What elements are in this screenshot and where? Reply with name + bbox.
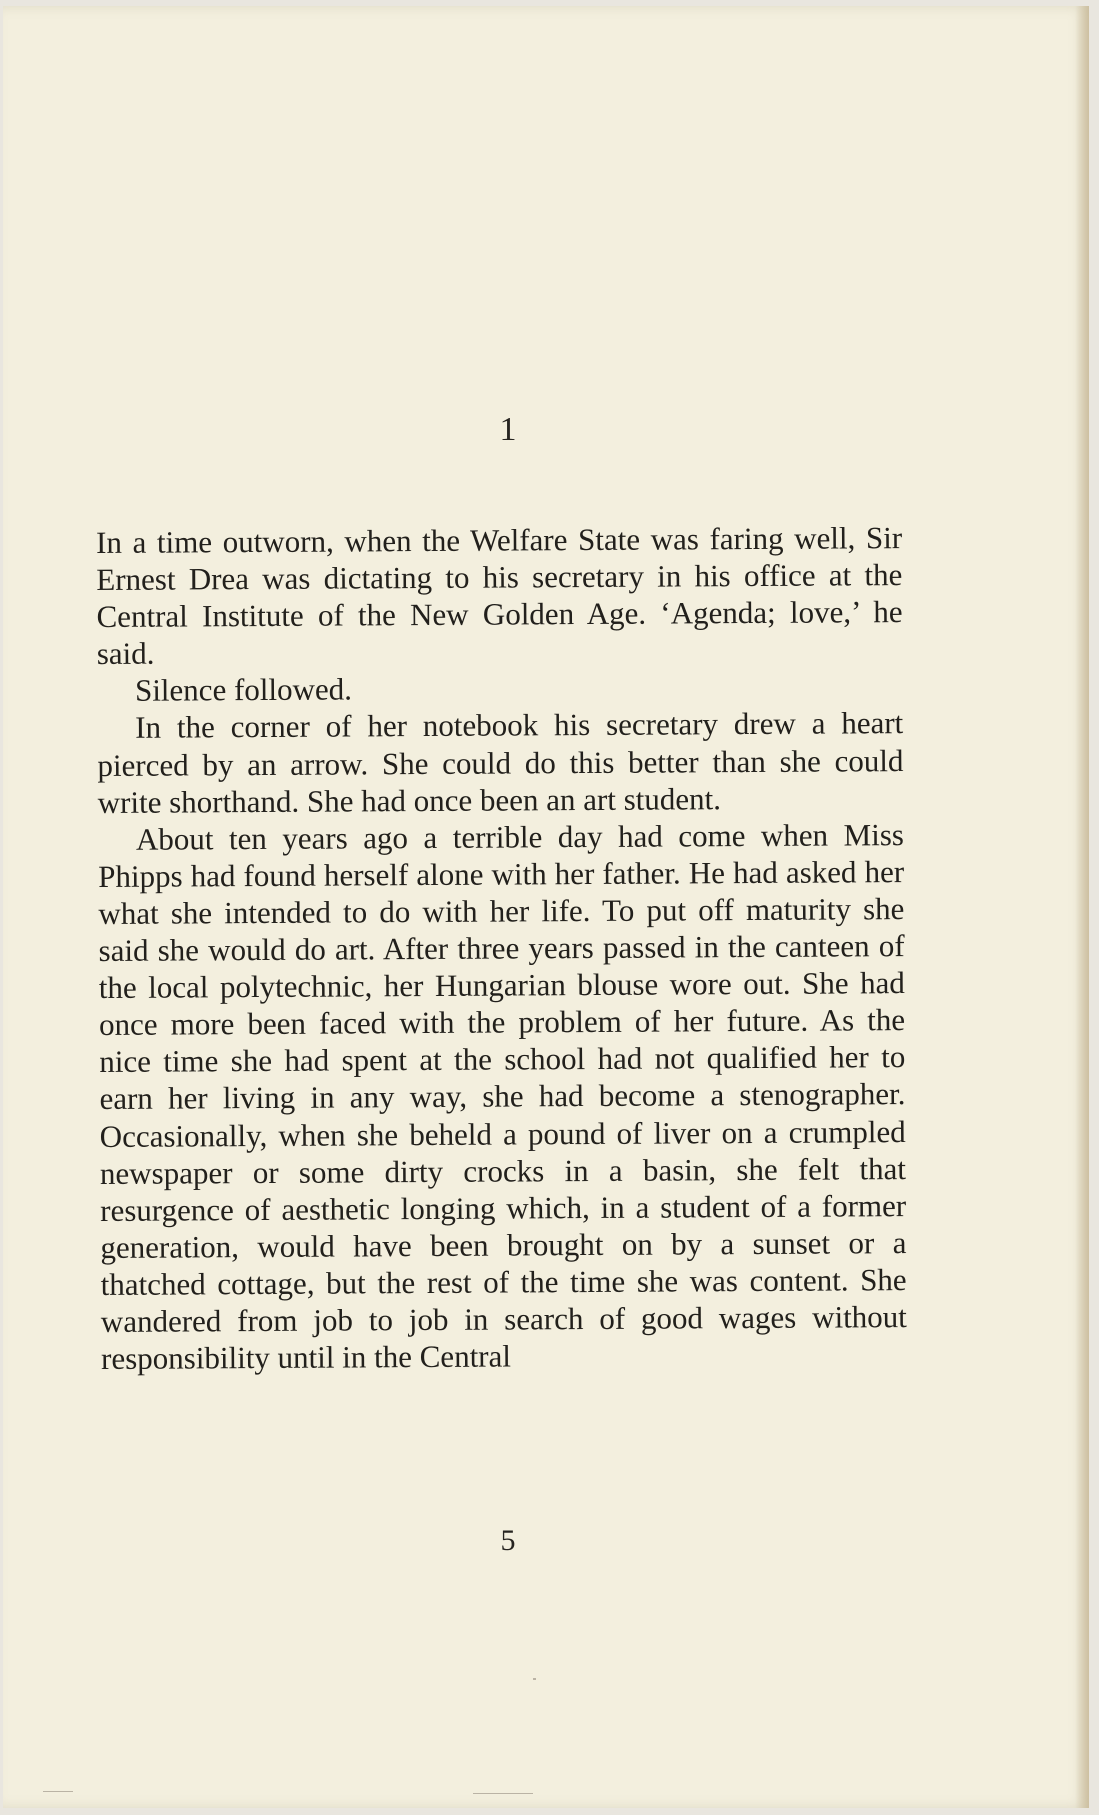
chapter-body-text bbox=[96, 519, 907, 1377]
page-edge-shadow bbox=[1075, 6, 1089, 1808]
paragraph: Silence followed. bbox=[134, 671, 353, 709]
chapter-number: 1 bbox=[499, 411, 517, 448]
paragraph: In the corner of her notebook his secretary drew a heart pierced by an arrow. She could do this better than she could write shorthand. She had once been an art student. bbox=[97, 705, 904, 820]
page-number: 5 bbox=[500, 1524, 516, 1557]
paragraph: About ten years ago a terrible day had come when Miss Phipps had found herself alone with her father. He had asked her what she intended to do with her life. To put off maturity she said she would do art. After three years passed in the canteen of the local polytechnic, her Hungarian blouse wore out. She had once more been faced with the problem of her future. As the nice time she had spent at the school had not qualified her to earn her living in any way, she had become a stenographer. Occasionally, when she beheld a pound of liver on a crumpled newspaper or some dirty crocks in a basin, she felt that resurgence of aesthetic longing which, in a student of a former generation, would have been brought on by a sunset or a thatched cottage, but the rest of the time she was content. She wandered from job to job in search of good wages without responsibility until in the Central bbox=[98, 816, 907, 1377]
book-page bbox=[3, 6, 1089, 1808]
paper-speck bbox=[473, 1793, 533, 1794]
paper-speck bbox=[43, 1791, 73, 1792]
paper-speck bbox=[533, 1678, 536, 1680]
paragraph: In a time outworn, when the Welfare State was faring well, Sir Ernest Drea was dictating to his secretary in his office at the Central Institute of the New Golden Age. ‘Agenda; love,’ he said. bbox=[96, 520, 903, 672]
